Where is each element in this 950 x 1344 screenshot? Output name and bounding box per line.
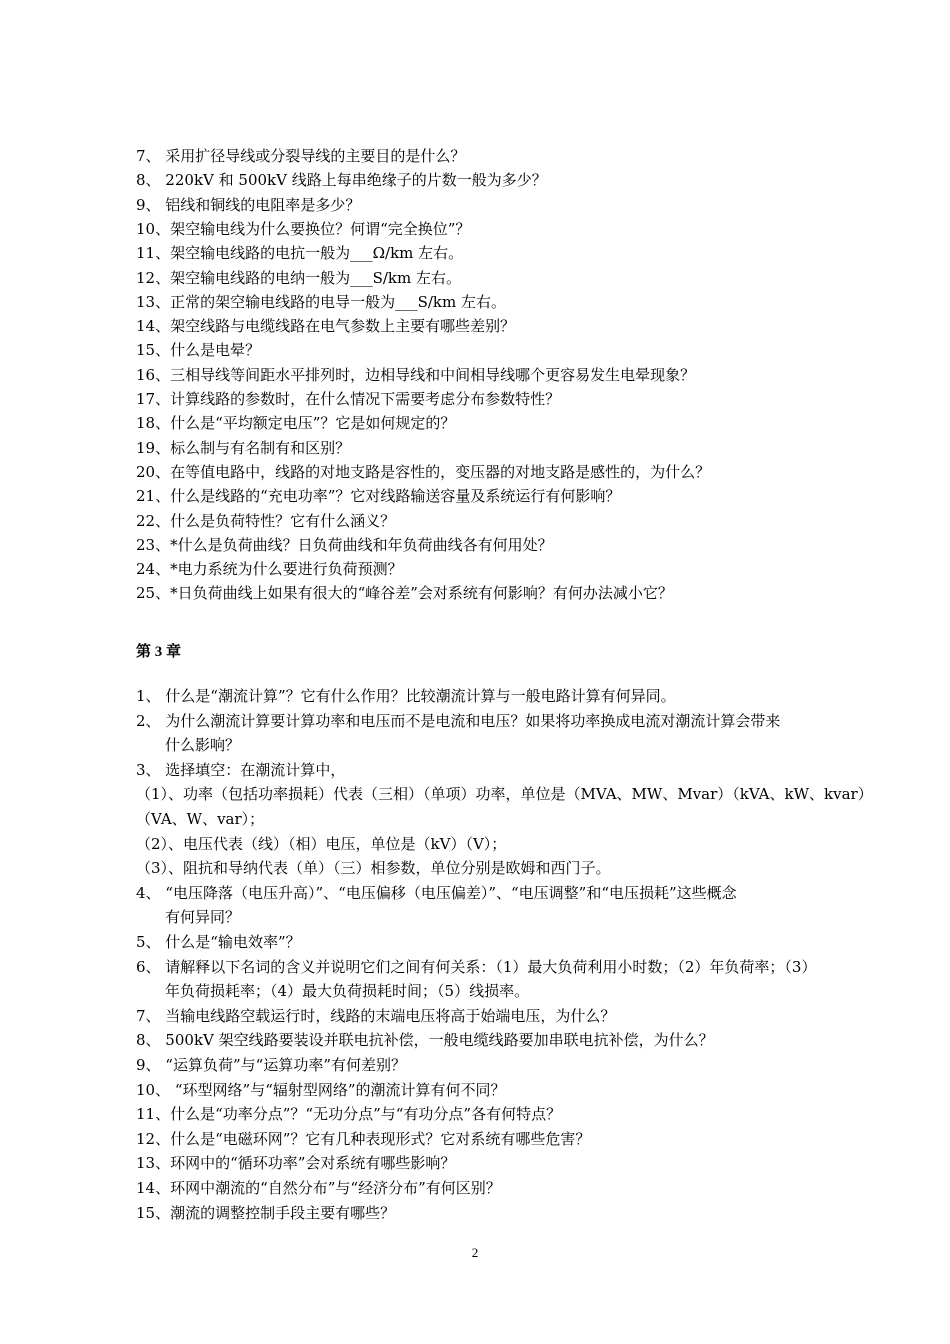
question-item: 有何异同？: [165, 908, 241, 927]
question-item: 12、架空输电线路的电纳一般为___S/km 左右。: [136, 268, 461, 287]
question-item: 2、 为什么潮流计算要计算功率和电压而不是电流和电压？如果将功率换成电流对潮流计算会带来: [136, 711, 781, 730]
question-item: 11、架空输电线路的电抗一般为___Ω/km 左右。: [136, 244, 464, 263]
question-item: 17、计算线路的参数时，在什么情况下需要考虑分布参数特性？: [136, 390, 561, 408]
question-item: 11、什么是“功率分点”？“无功分点”与“有功分点”各有何特点？: [136, 1105, 562, 1124]
question-item: 9、 铝线和铜线的电阻率是多少？: [136, 195, 361, 214]
question-item: 年负荷损耗率；（4）最大负荷损耗时间；（5）线损率。: [165, 982, 530, 1001]
question-item: 8、 500kV 架空线路要装设并联电抗补偿，一般电缆线路要加串联电抗补偿，为什么？: [136, 1031, 714, 1050]
question-item: 12、什么是“电磁环网”？它有几种表现形式？它对系统有哪些危害？: [136, 1129, 591, 1148]
question-item: 25、*日负荷曲线上如果有很大的“峰谷差”会对系统有何影响？有何办法减小它？: [136, 584, 673, 603]
question-item: 13、正常的架空输电线路的电导一般为___S/km 左右。: [136, 292, 506, 311]
question-item: （2）、电压代表（线）（相）电压，单位是（kV）（V）；: [136, 834, 507, 853]
question-item: （3）、阻抗和导纳代表（单）（三）相参数，单位分别是欧姆和西门子。: [136, 859, 611, 878]
question-item: 15、什么是电晕？: [136, 341, 261, 360]
question-item: 13、环网中的“循环功率”会对系统有哪些影响？: [136, 1154, 456, 1173]
question-item: （VA、W、var）；: [136, 810, 265, 828]
question-item: 20、在等值电路中，线路的对地支路是容性的，变压器的对地支路是感性的，为什么？: [136, 462, 711, 481]
question-item: 19、标么制与有名制有和区别？: [136, 438, 351, 457]
question-item: 7、 采用扩径导线或分裂导线的主要目的是什么？: [136, 147, 466, 165]
question-item: 3、 选择填空：在潮流计算中，: [136, 760, 346, 779]
question-item: 8、 220kV 和 500kV 线路上每串绝缘子的片数一般为多少？: [136, 171, 547, 190]
question-item: （1）、功率（包括功率损耗）代表（三相）（单项）功率，单位是（MVA、MW、Mvar）（kVA、kW、kvar）: [136, 785, 873, 804]
question-item: 5、 什么是“输电效率”？: [136, 933, 301, 951]
question-item: 10、 “环型网络”与“辐射型网络”的潮流计算有何不同？: [136, 1080, 506, 1099]
question-item: 14、架空线路与电缆线路在电气参数上主要有哪些差别？: [136, 317, 516, 336]
question-item: 7、 当输电线路空载运行时，线路的末端电压将高于始端电压，为什么？: [136, 1006, 616, 1025]
question-item: 10、架空输电线为什么要换位？何谓“完全换位”？: [136, 219, 471, 238]
question-item: 1、 什么是“潮流计算”？它有什么作用？比较潮流计算与一般电路计算有何异同。: [136, 687, 676, 705]
chapter-heading: 第 3 章: [136, 644, 182, 660]
question-item: 4、 “电压降落（电压升高）”、“电压偏移（电压偏差）”、“电压调整”和“电压损耗”这些概念: [136, 883, 737, 902]
page-number: 2: [471, 1245, 479, 1260]
question-item: 23、*什么是负荷曲线？日负荷曲线和年负荷曲线各有何用处？: [136, 535, 553, 554]
question-item: 24、*电力系统为什么要进行负荷预测？: [136, 560, 403, 579]
question-item: 9、 “运算负荷”与“运算功率”有何差别？: [136, 1056, 406, 1074]
question-item: 21、什么是线路的“充电功率”？它对线路输送容量及系统运行有何影响？: [136, 487, 621, 506]
question-item: 14、环网中潮流的“自然分布”与“经济分布”有何区别？: [136, 1179, 501, 1197]
question-item: 18、什么是“平均额定电压”？它是如何规定的？: [136, 414, 456, 433]
question-item: 15、潮流的调整控制手段主要有哪些？: [136, 1203, 396, 1222]
question-item: 什么影响？: [165, 736, 241, 755]
question-item: 6、 请解释以下名词的含义并说明它们之间有何关系：（1）最大负荷利用小时数；（2）年负荷率；（3）: [136, 957, 817, 976]
question-item: 16、三相导线等间距水平排列时，边相导线和中间相导线哪个更容易发生电晕现象？: [136, 365, 696, 384]
question-item: 22、什么是负荷特性？它有什么涵义？: [136, 511, 396, 530]
